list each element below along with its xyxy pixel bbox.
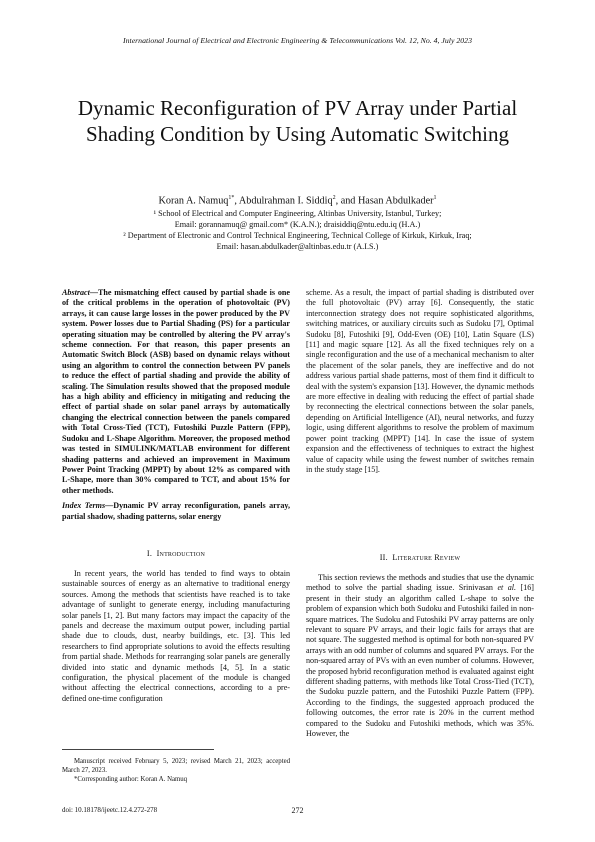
footnotes (62, 757, 290, 784)
author-name: Hasan Abdulkader (357, 195, 434, 207)
paper-title: Dynamic Reconfiguration of PV Array under Partial Shading Condition by Using Automatic Switching (77, 96, 518, 146)
section-title: Literature Review (392, 553, 461, 562)
page-number: 272 (291, 806, 304, 815)
index-terms-label: Index Terms (62, 501, 106, 511)
section-heading-literature-review (306, 553, 534, 562)
author-line (0, 192, 595, 207)
affiliation-1: ¹ School of Electrical and Computer Engineering, Altinbas University, Istanbul, Turkey; (153, 209, 442, 218)
index-terms (62, 501, 290, 522)
journal-header: International Journal of Electrical and Electronic Engineering & Telecommunications Vol. 12, No. 4, July 2023 (123, 36, 472, 45)
doi: doi: 10.18178/ijeetc.12.4.272-278 (62, 806, 158, 814)
author-superscript: 1* (228, 195, 235, 201)
footnote-rule (62, 749, 214, 750)
author-superscript: 2 (332, 195, 336, 201)
literature-text: This section reviews the methods and studies that use the dynamic method to solve the partial shading issue. Srinivasan (306, 573, 534, 593)
abstract (62, 288, 290, 496)
literature-paragraph (306, 573, 534, 740)
affiliation-2: ² Department of Electronic and Control Technical Engineering, Technical College of Kirkuk, Kirkuk, Iraq; (123, 231, 472, 240)
section-number: I. (146, 549, 153, 558)
left-column (62, 288, 290, 522)
literature-body (306, 573, 534, 740)
footnote-corresponding: *Corresponding author: Koran A. Namuq (74, 776, 188, 783)
et-al-text: et al. (497, 583, 517, 593)
author-separator: , and (335, 195, 358, 207)
email-line-2: Email: hasan.abdulkader@altinbas.edu.tr (A.I.S.) (216, 242, 379, 251)
section-title: Introduction (156, 549, 206, 558)
intro-continuation-paragraph: scheme. As a result, the impact of partial shading is distributed over the full photovoltaic (PV) array [6]. Consequently, the static interconnection strategy does not require sophisticated algorithms, switching matrices, or auxiliary circuits such as Sudoku [7], Optimal Sudoku [8], Futoshiki [9], Odd-Even (OE) [10], Latin Square (LS) [11] and magic square [12]. As all the fixed techniques rely on a single reconfiguration and the use of a mechanical mechanism to alter the placement of the solar panels, they are ineffective and do not address various partial shade patterns, most of them find it difficult to deal with the system's expansion [13]. However, the dynamic methods are more effective in dealing with reducing the effect of partial shade by reconnecting the electrical connections between the solar panels, depending on Artificial Intelligence (AI), neural networks, and fuzzy logic, using different algorithms to resolve the problem of maximum power point tracking (MPPT) [14]. In case the issue of system expansion and the effectiveness of techniques to extract the highest value of capacity while using the fewest number of switches remain in the study stage [15]. (306, 288, 534, 474)
section-number: II. (379, 553, 388, 562)
index-terms-text: —Dynamic PV array reconfiguration, panels array, partial shadow, shading patterns, solar energy (62, 501, 290, 521)
author-separator: , (234, 195, 239, 207)
literature-heading (306, 553, 534, 562)
email-line-1: Email: gorannamuq@ gmail.com* (K.A.N.); draisiddiq@ntu.edu.iq (H.A.) (174, 220, 421, 229)
right-column (306, 288, 534, 475)
footnote-received: Manuscript received February 5, 2023; revised March 21, 2023; accepted March 27, 2023. (62, 758, 290, 774)
section-heading-introduction (62, 549, 290, 558)
introduction-paragraph: In recent years, the world has tended to find ways to obtain sustainable sources of energy as an alternative to traditional energy sources. Among the methods that scientists have reached is to take advantage of sunlight to generate energy, including manufacturing solar panels [1, 2]. But many factors may impact the capacity of the panels and decrease the maximum output power, including partial shade due to clouds, dust, nearby buildings, etc. [3]. This led researchers to find appropriate solutions to avoid the effects resulting from partial shade. Methods for rearranging solar panels are generally divided into static and dynamic methods [4, 5]. In a static configuration, the physical placement of the module is changed without affecting the electrical connections, according to a pre-defined one-time configuration (62, 569, 290, 703)
intro-heading (62, 549, 290, 558)
abstract-label: Abstract (62, 288, 90, 297)
literature-text: [16] present in their study an algorithm called L-shape to solve the problem of expansion which both Sudoku and Futoshiki failed in non-square matrices. The Sudoku and Futoshiki PV array patterns are only relevant to square PV arrays, and their logic fails for arrays that are not square. The suggested method is optimal for both non-squared PV arrays with an odd number of columns and squared PV arrays. For the non-squared array of PVs with an even number of columns. However, the proposed hybrid reconfiguration method is evaluated against eight different shading patterns, with methods like Total Cross-Tied (TCT), the Sudoku puzzle pattern, and the Futoshiki Puzzle Pattern (FPP). According to the findings, the suggested approach produced the following outcomes, the error rate is 20% in the current method compared to the Sudoku and Futoshiki methods, which was 35%. However, the (306, 583, 535, 739)
author-superscript: 1 (433, 195, 437, 201)
author-name: Koran A. Namuq (158, 195, 229, 207)
intro-body (62, 569, 290, 704)
abstract-text: —The mismatching effect caused by partial shade is one of the critical problems in the operation of photovoltaic (PV) arrays, it can cause large losses in the power produced by the PV system. Power losses due to Partial Shading (PS) for a particular operating situation may be controlled by altering the PV array's scheme connection. For that reason, this paper presents an Automatic Switch Block (ASB) based on dynamic relays without using an algorithm to control the connection between PV panels to reduce the effect of partial shading and provide the ability of scaling. The Simulation results showed that the proposed module has a high ability and efficiency in mitigating and reducing the effect of partial shade on solar panel arrays by automatically changing the electrical connection between the panels compared with Total Cross-Tied (TCT), Futoshiki Puzzle Pattern (FPP), Sudoku and L-Shape Algorithm. Moreover, the proposed method was tested in SIMULINK/MATLAB environment for different shading patterns and achieved an improvement in Maximum Power Point Tracking (MPPT) by about 12% as compared with L-Shape, more than 30% compared to TCT, and about 15% for other methods. (62, 288, 290, 495)
author-name: Abdulrahman I. Siddiq (238, 195, 333, 207)
